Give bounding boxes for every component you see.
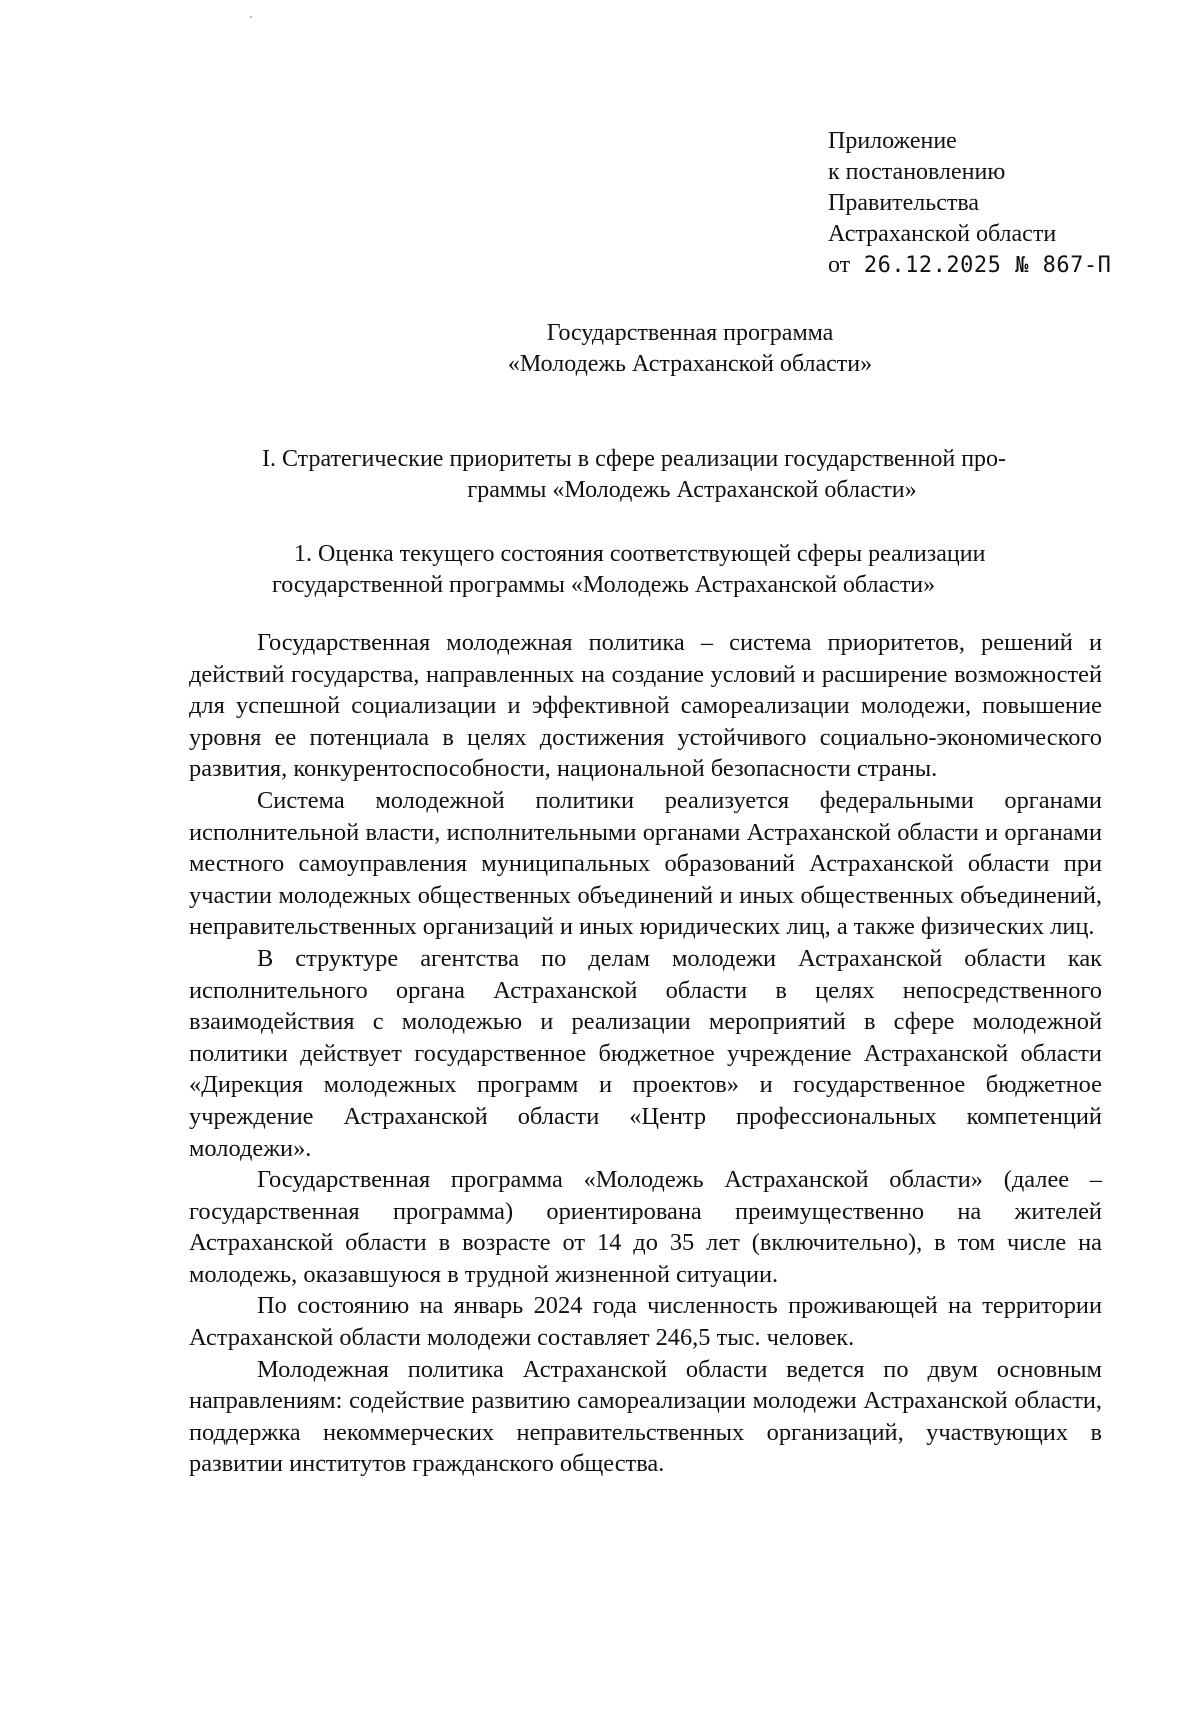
appendix-line-3: Правительства: [828, 190, 980, 216]
paragraph: Государственная программа «Молодежь Астраханской области» (далее – государственная программа) ориентирована преимущественно на жителей Астраханской области в возрасте от 14 до 35 лет (включительно), в том числе на молодежь, оказавшуюся в трудной жизненной ситуации.: [189, 1166, 1102, 1288]
program-title-line-1: Государственная программа: [546, 320, 834, 346]
appendix-line-1: Приложение: [828, 128, 957, 154]
program-title-line-2: «Молодежь Астраханской области»: [507, 351, 873, 377]
scan-speck: [250, 16, 252, 18]
paragraph: Молодежная политика Астраханской области ведется по двум основным направлениям: содействие развитию самореализации молодежи Астраханской области, поддержка некоммерческих неправительственных организаций, участвующих в развитии институтов гражданского общества.: [189, 1355, 1102, 1478]
appendix-block: [828, 126, 1111, 281]
appendix-line-2: к постановлению: [828, 159, 1006, 185]
appendix-date-line: [828, 250, 1111, 281]
section-heading: [262, 444, 1102, 506]
appendix-line-4: Астраханской области: [828, 221, 1057, 247]
section-heading-line-1: I. Стратегические приоритеты в сфере реализации государственной про-: [262, 446, 1007, 472]
paragraph: Система молодежной политики реализуется федеральными органами исполнительной власти, исполнительными органами Астраханской области и органами местного самоуправления муниципальных образований Астраханской области при участии молодежных общественных объединений и иных общественных объединений, неправительственных организаций и иных юридических лиц, а также физических лиц.: [189, 786, 1102, 941]
sub-heading-line-1: 1. Оценка текущего состояния соответствующей сферы реализации: [294, 541, 986, 567]
paragraph: По состоянию на январь 2024 года численность проживающей на территории Астраханской области молодежи составляет 246,5 тыс. человек.: [189, 1292, 1102, 1352]
paragraph: В структуре агентства по делам молодежи Астраханской области как исполнительного органа Астраханской области в целях непосредственного взаимодействия с молодежью и реализации мероприятий в сфере молодежной политики действует государственное бюджетное учреждение Астраханской области «Дирекция молодежных программ и проектов» и государственное бюджетное учреждение Астраханской области «Центр профессиональных компетенций молодежи».: [189, 944, 1102, 1162]
section-heading-line-2: граммы «Молодежь Астраханской области»: [467, 477, 917, 503]
paragraph: Государственная молодежная политика – система приоритетов, решений и действий государства, направленных на создание условий и расширение возможностей для успешной социализации и эффективной самореализации молодежи, повышение уровня ее потенциала в целях достижения устойчивого социально-экономического развития, конкурентоспособности, национальной безопасности страны.: [189, 629, 1102, 783]
date-number: 26.12.2025 № 867-П: [863, 253, 1112, 278]
program-title: [0, 318, 1200, 380]
body-text: [189, 627, 1102, 1480]
sub-heading: [272, 539, 1102, 601]
date-prefix: от: [828, 252, 851, 278]
sub-heading-line-2: государственной программы «Молодежь Астраханской области»: [272, 572, 936, 598]
